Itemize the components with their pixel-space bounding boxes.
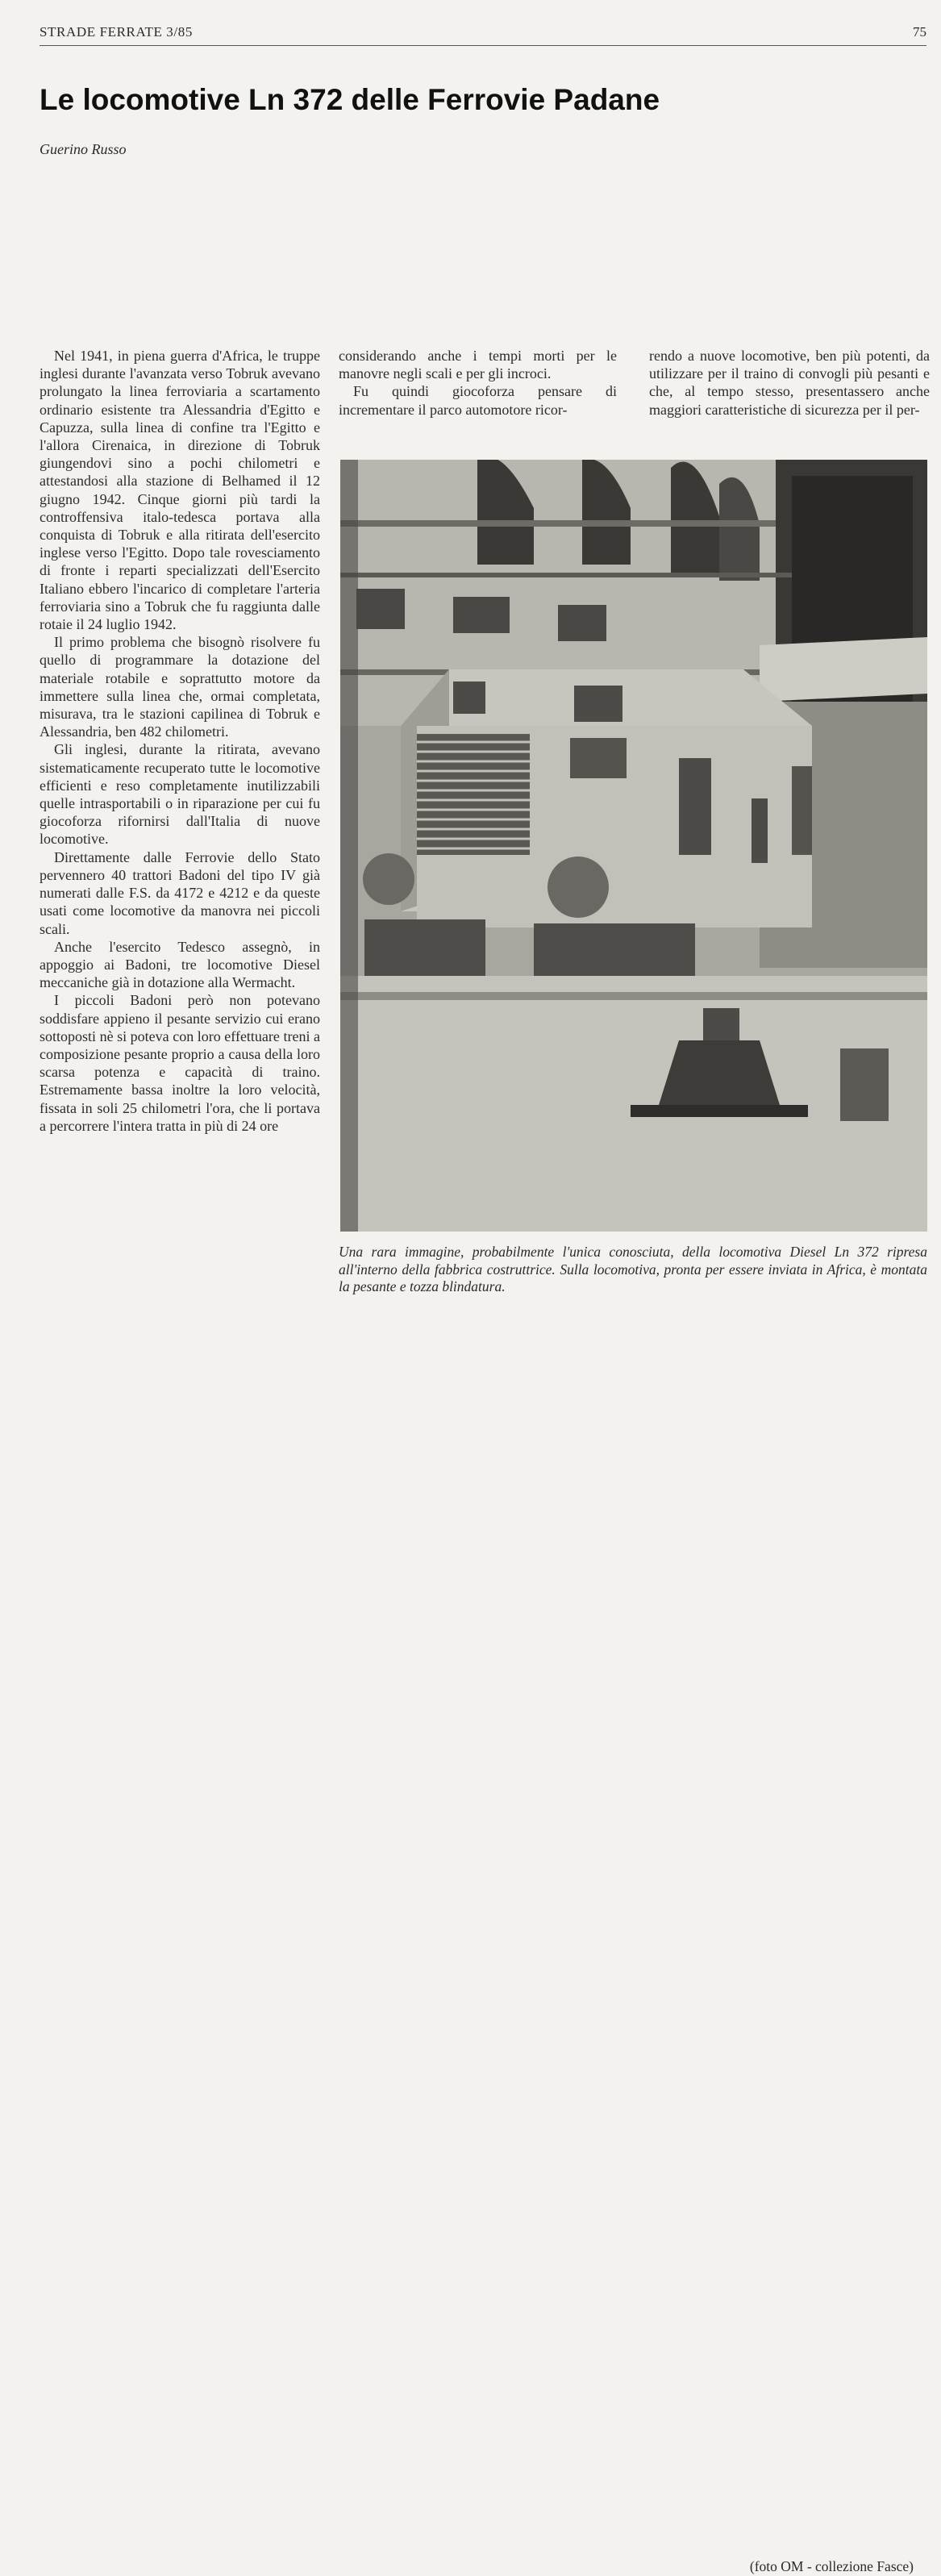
article-author: Guerino Russo [40, 141, 127, 157]
text-column-1 [40, 347, 320, 1135]
locomotive-illustration [340, 460, 927, 1232]
paragraph: considerando anche i tempi morti per le manovre negli scali e per gli incroci. [339, 348, 617, 382]
paragraph: Fu quindi giocoforza pensare di incrementare il parco automotore ricor- [339, 383, 617, 418]
paragraph: Gli inglesi, durante la ritirata, avevano sistematicamente recuperato tutte le locomotive efficienti e reso completamente inutilizzabili quelle intrasportabili o in riparazione per cui fu giocoforza rifornirsi dall'Italia di nuove locomotive. [40, 741, 320, 848]
figure-caption [339, 1244, 927, 2574]
paragraph: Anche l'esercito Tedesco assegnò, in appoggio ai Badoni, tre locomotive Diesel meccaniche già in dotazione alla Wermacht. [40, 938, 320, 991]
locomotive-photo [340, 460, 927, 1232]
journal-issue: STRADE FERRATE 3/85 [40, 24, 193, 40]
paragraph: rendo a nuove locomotive, ben più potenti, da utilizzare per il traino di convogli più pesanti e che, al tempo stesso, presentassero anche maggiori caratteristiche di sicurezza per il per- [649, 348, 930, 418]
paragraph: I piccoli Badoni però non potevano soddisfare appieno il pesante servizio cui erano sottoposti nè si poteva con loro effettuare treni a composizione pesante proprio a causa della loro scarsa potenza e capacità di traino. Estremamente bassa inoltre la loro velocità, fissata in soli 25 chilometri l'ora, che li portava a percorrere l'intera tratta in più di 24 ore [40, 992, 320, 1134]
text-column-2 [339, 347, 617, 419]
article-title: Le locomotive Ln 372 delle Ferrovie Padane [40, 83, 660, 116]
running-header [40, 21, 926, 46]
photo-credit: (foto OM - collezione Fasce) [749, 2558, 914, 2574]
page-number: 75 [913, 24, 926, 40]
caption-text: Una rara immagine, probabilmente l'unica conosciuta, della locomotiva Diesel Ln 372 ripresa all'interno della fabbrica costruttrice. Sulla locomotiva, pronta per essere inviata in Africa, è montata la pesante e tozza blindatura. [339, 1244, 927, 1294]
paragraph: Nel 1941, in piena guerra d'Africa, le truppe inglesi durante l'avanzata verso Tobruk avevano prolungato la linea ferroviaria a scartamento ordinario esistente tra Alessandria d'Egitto e Capuzza, sulla linea di confine tra l'Egitto e l'allora Cirenaica, in direzione di Tobruk giungendovi sino a pochi chilometri e attestandosi alla stazione di Belhamed il 12 giugno 1942. Cinque giorni più tardi la controffensiva italo-tedesca portava alla conquista di Tobruk e alla ritirata dell'esercito inglese verso l'Egitto. Dopo tale rovesciamento di fronte i reparti specializzati dell'Esercito Italiano ebbero l'incarico di completare l'arteria ferroviaria sino a Tobruk che fu raggiunta dalle rotaie il 24 luglio 1942. [40, 348, 320, 633]
paragraph: Il primo problema che bisognò risolvere fu quello di programmare la dotazione del materiale rotabile e soprattutto motore da immettere sulla linea che, ormai completata, misurava, tra le stazioni capilinea di Tobruk e Alessandria, ben 482 chilometri. [40, 634, 320, 740]
paragraph: Direttamente dalle Ferrovie dello Stato pervennero 40 trattori Badoni del tipo IV già numerati dalle F.S. da 4172 e 4212 e da queste usati come locomotive da manovra nei piccoli scali. [40, 848, 320, 937]
text-column-3 [649, 347, 930, 419]
